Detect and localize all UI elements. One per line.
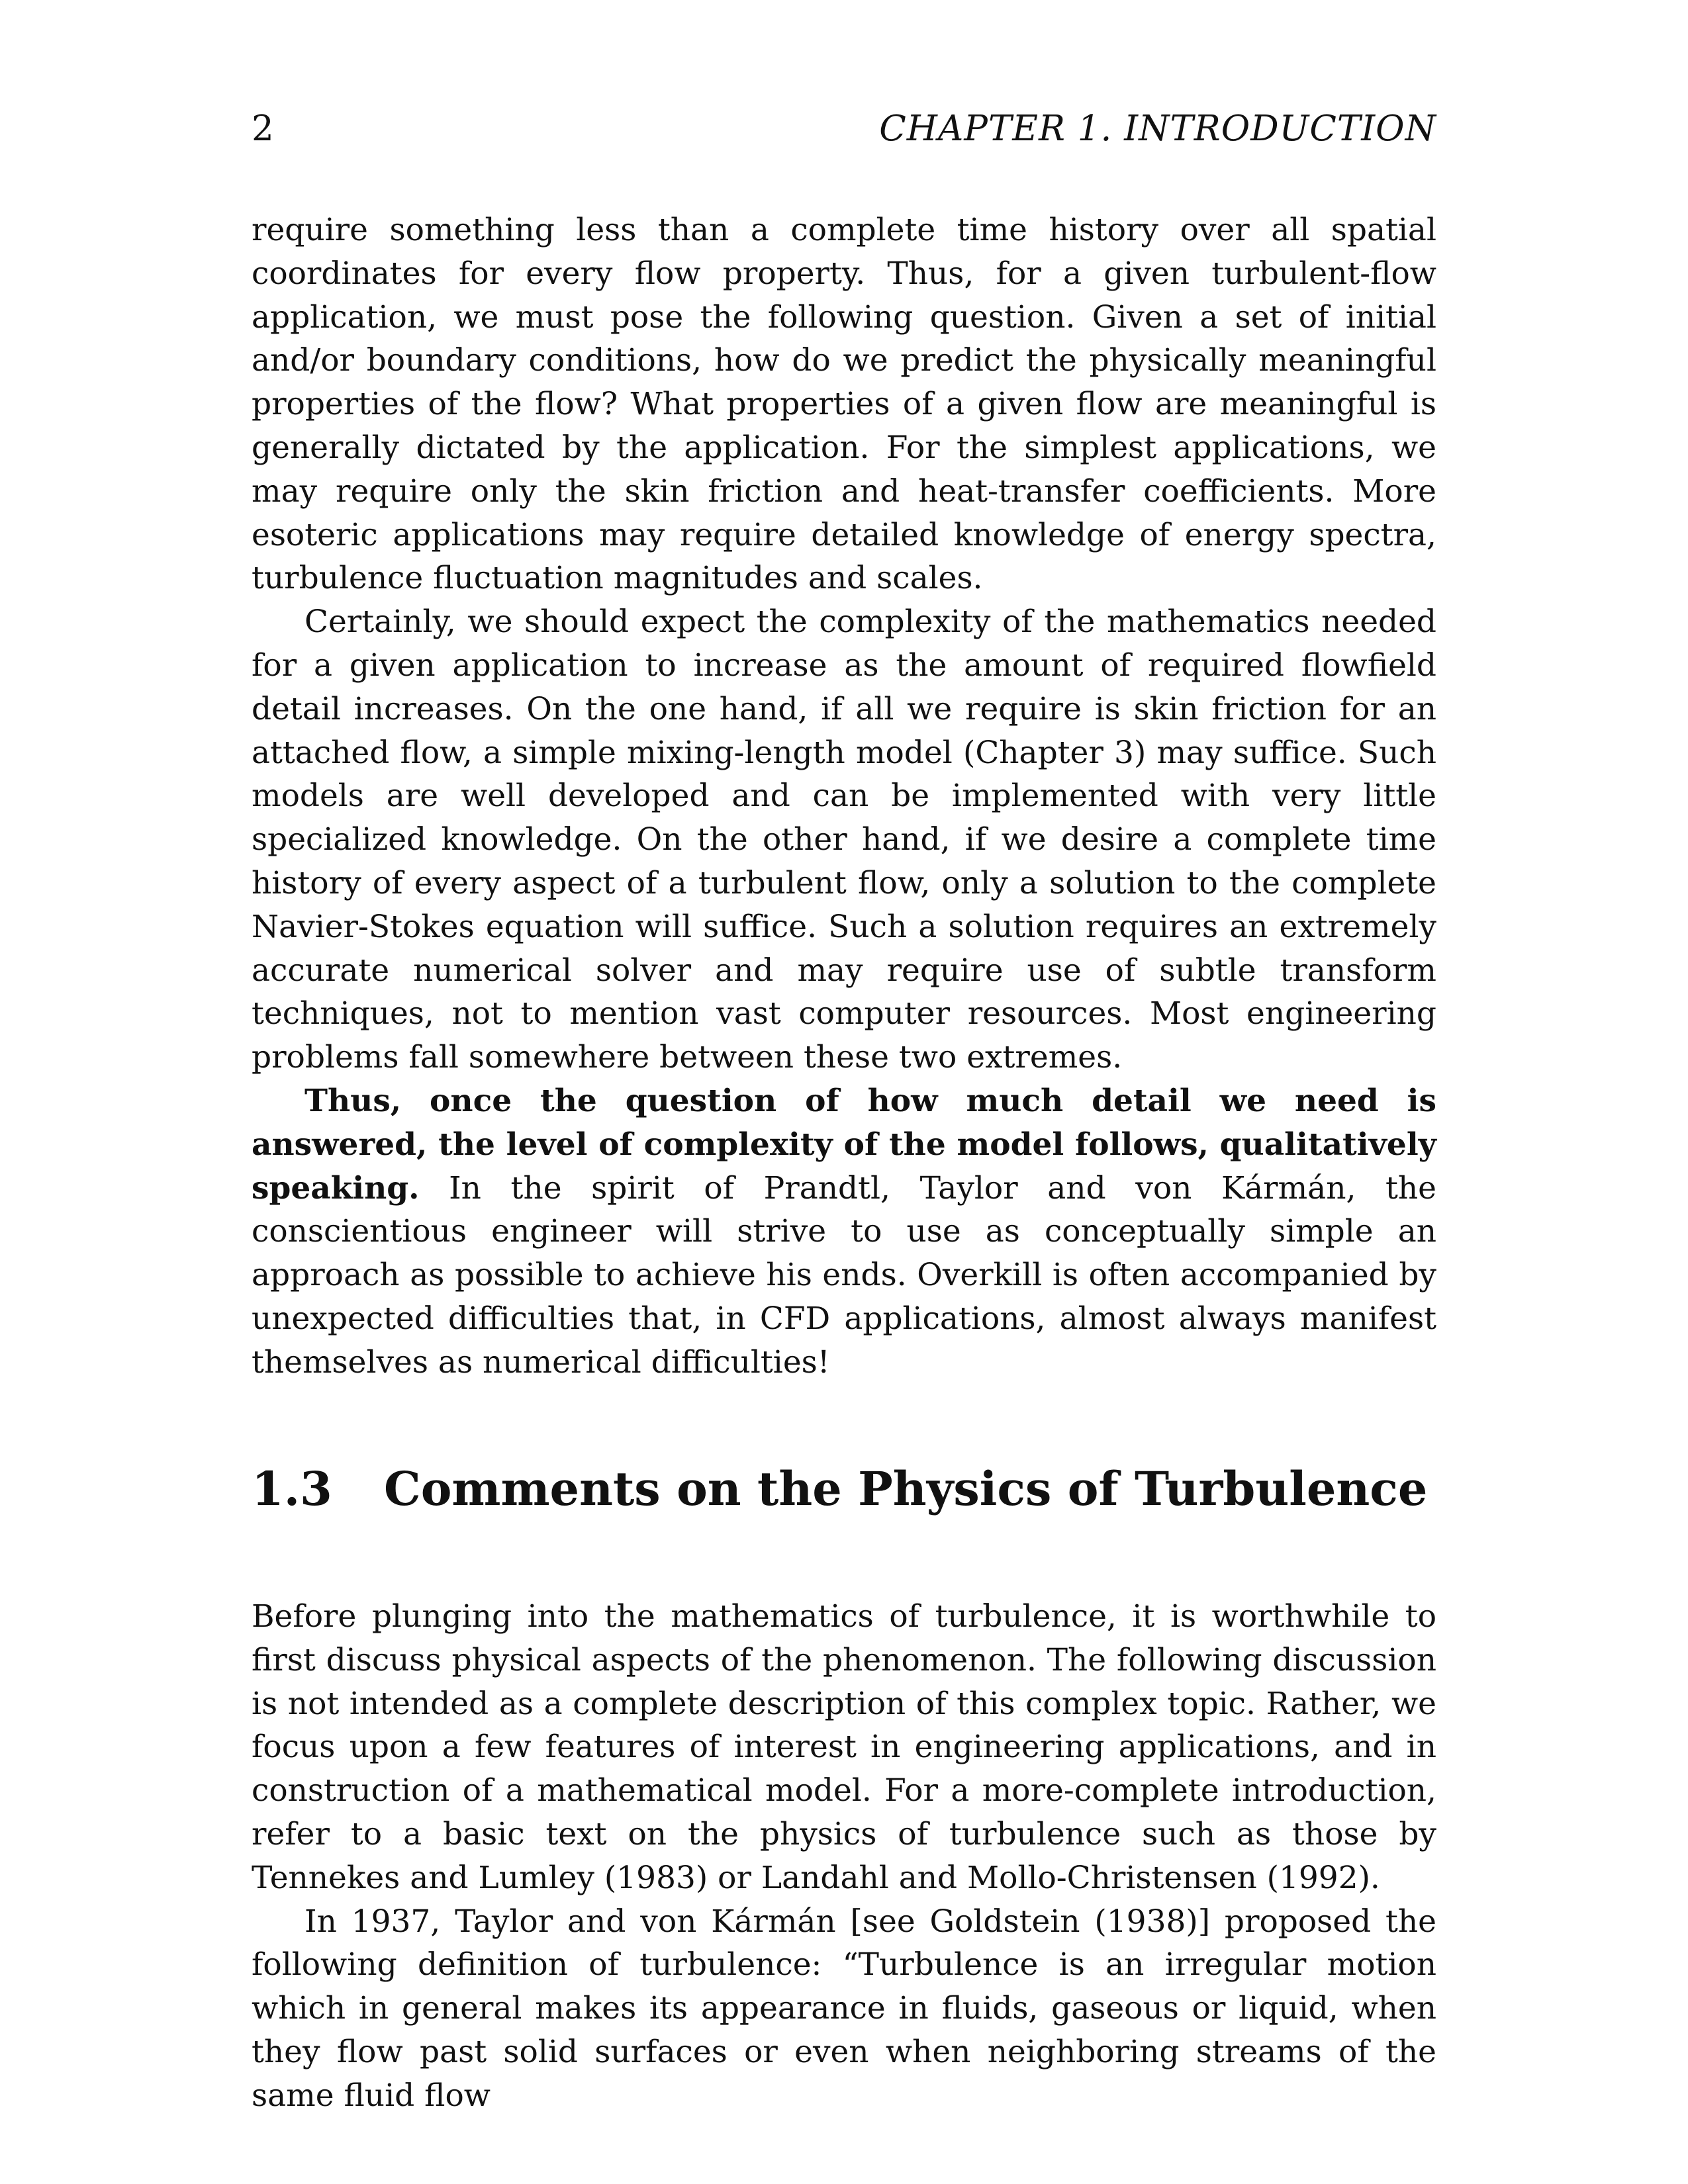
text-block-top — [252, 208, 1436, 1385]
paragraph — [252, 1079, 1436, 1385]
section-heading — [252, 1456, 1436, 1522]
running-header — [252, 103, 1436, 156]
text-block-bottom — [252, 1595, 1436, 2118]
paragraph — [252, 1595, 1436, 1900]
chapter-title-header: CHAPTER 1. INTRODUCTION — [879, 109, 1436, 149]
bold-lead-sentence: Thus, once the question of how much detail we need is answered, the level of complexity of the model follows, qualitatively speaking. — [252, 1082, 1436, 1206]
paragraph-text: Before plunging into the mathematics of turbulence, it is worthwhile to first discuss physical aspects of the phenomenon. The following discussion is not intended as a complete description of this complex topic. Rather, we focus upon a few features of interest in engineering applications, and in construction of a mathematical model. For a more-complete introduction, refer to a basic text on the physics of turbulence such as those by Tennekes and Lumley (1983) or Landahl and Mollo-Christensen (1992). — [252, 1598, 1436, 1896]
section-number: 1.3 — [252, 1461, 332, 1516]
paragraph-text: Certainly, we should expect the complexity of the mathematics needed for a given application to increase as the amount of required flowfield detail increases. On the one hand, if all we require is skin friction for an attached flow, a simple mixing-length model (Chapter 3) may suffice. Such models are well developed and can be implemented with very little specialized knowledge. On the other hand, if we desire a complete time history of every aspect of a turbulent flow, only a solution to the complete Navier-Stokes equation will suffice. Such a solution requires an extremely accurate numerical solver and may require use of subtle transform techniques, not to mention vast computer resources. Most engineering problems fall somewhere between these two extremes. — [252, 604, 1436, 1076]
book-page — [252, 99, 1436, 2114]
paragraph — [252, 208, 1436, 600]
section-title: Comments on the Physics of Turbulence — [384, 1461, 1428, 1516]
paragraph-text: In the spirit of Prandtl, Taylor and von Kármán, the conscientious engineer will strive to use as conceptually simple an approach as possible to achieve his ends. Overkill is often accompanied by unexpected difficulties that, in CFD applications, almost always manifest themselves as numerical difficulties! — [252, 1169, 1436, 1381]
paragraph — [252, 600, 1436, 1079]
paragraph-text: require something less than a complete time history over all spatial coordinates for every flow property. Thus, for a given turbulent-flow application, we must pose the following question. Given a set of initial and/or boundary conditions, how do we predict the physically meaningful properties of the flow? What properties of a given flow are meaningful is generally dictated by the application. For the simplest applications, we may require only the skin friction and heat-transfer coefficients. More esoteric applications may require detailed knowledge of energy spectra, turbulence fluctuation magnitudes and scales. — [252, 212, 1436, 597]
paragraph-text: In 1937, Taylor and von Kármán [see Goldstein (1938)] proposed the following definition of turbulence: “Turbulence is an irregular motion which in general makes its appearance in fluids, gaseous or liquid, when they flow past solid surfaces or even when neighboring streams of the same fluid flow — [252, 1903, 1436, 2114]
paragraph — [252, 1900, 1436, 2118]
page-number: 2 — [252, 109, 274, 149]
